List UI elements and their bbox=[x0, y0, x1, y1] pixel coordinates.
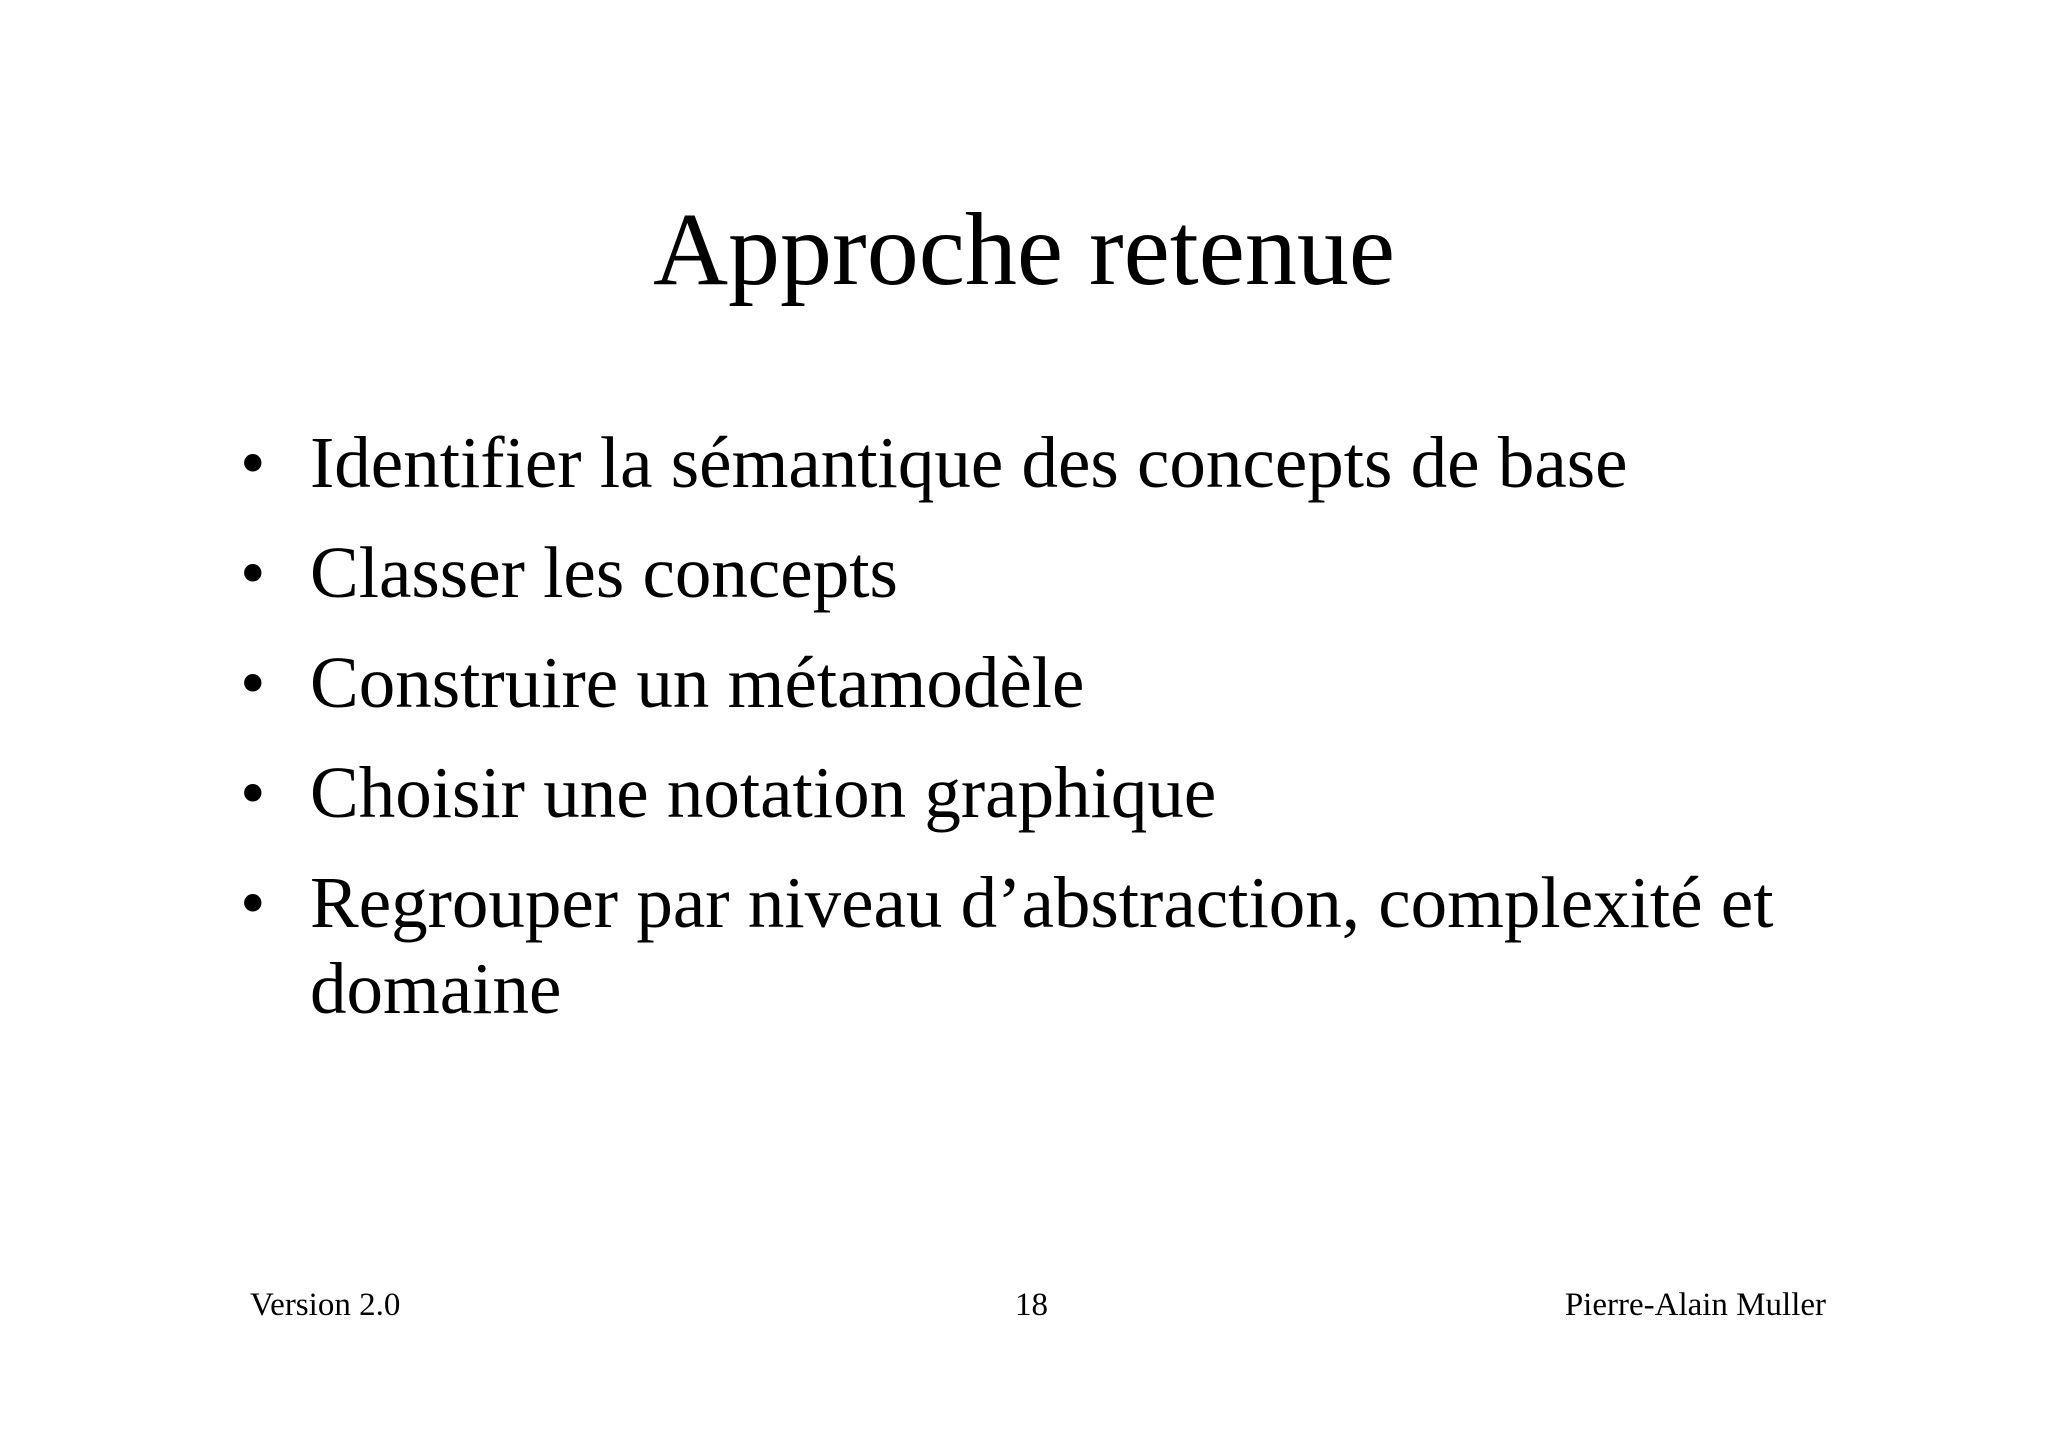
bullet-item bbox=[240, 860, 1940, 1032]
bullet-text: Regrouper par niveau d’abstraction, complexité et domaine bbox=[310, 862, 1774, 1029]
footer-version: Version 2.0 bbox=[250, 1287, 401, 1323]
bullet-item bbox=[240, 640, 1940, 726]
bullet-list bbox=[240, 420, 1940, 1056]
bullet-icon: • bbox=[240, 642, 266, 723]
bullet-icon: • bbox=[240, 862, 266, 943]
bullet-item bbox=[240, 420, 1940, 506]
bullet-icon: • bbox=[240, 752, 266, 833]
footer-page-number: 18 bbox=[1015, 1287, 1048, 1323]
bullet-icon: • bbox=[240, 422, 266, 503]
bullet-item bbox=[240, 530, 1940, 616]
slide-title: Approche retenue bbox=[652, 192, 1396, 307]
bullet-text: Choisir une notation graphique bbox=[310, 752, 1217, 833]
bullet-text: Identifier la sémantique des concepts de base bbox=[310, 422, 1628, 503]
bullet-icon: • bbox=[240, 532, 266, 613]
bullet-item bbox=[240, 750, 1940, 836]
footer-author: Pierre-Alain Muller bbox=[1564, 1287, 1826, 1323]
bullet-text: Classer les concepts bbox=[310, 532, 898, 613]
bullet-text: Construire un métamodèle bbox=[310, 642, 1085, 723]
